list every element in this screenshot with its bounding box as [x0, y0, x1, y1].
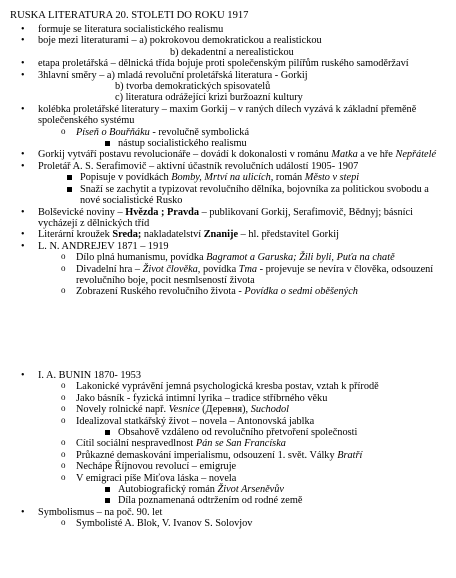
list-item: • etapa proletářská – dělnická třída bojuje proti společenským pilířům ruského samoděržaví	[0, 58, 456, 69]
sub-list-item: o Lakonické vyprávění jemná psychologická kresba postav, vztah k přírodě	[38, 381, 448, 392]
sub-list-item: o Novely rolnické např. Vesnice (Деревня), Suchodol	[38, 404, 448, 415]
sub-sub-list-item: Popisuje v povídkách Bomby, Mrtví na ulicích, román Město v stepi	[38, 172, 448, 183]
sub-list-item: o Divadelní hra – Život člověka, povídka Tma - projevuje se nevíra v člověka, odsouzení revolučního boje, pocit nesmlseností života	[38, 264, 448, 287]
list-item: • Gorkij vytváří postavu revolucionáře – dovádí k dokonalosti v románu Matka a ve hře Nepřátelé	[0, 149, 456, 160]
list-item: • Literární kroužek Sreda; nakladatelství Znanije – hl. představitel Gorkij	[0, 229, 456, 240]
sub-list-item: o Idealizoval statkářský život – novela – Antonovská jablka Obsahově vzdáleno od revolučního přetvoření společnosti	[38, 416, 448, 439]
list-item: • Symbolismus – na poč. 90. let o Symbolisté A. Blok, V. Ivanov S. Solovjov	[0, 507, 456, 530]
sub-list-item: o Dílo plná humanismu, povídka Bagramot a Garuska; Žili byli, Puťa na chatě	[38, 252, 448, 263]
list-item: • boje mezi literaturami – a) pokrokovou demokratickou a realistickou b) dekadentní a nerealistickou	[0, 35, 456, 58]
sub-sub-list-item: Autobiografický román Život Arseněvův	[76, 484, 448, 495]
list-item: • Bolševické noviny – Hvězda ; Pravda – publikovaní Gorkij, Serafimovič, Bědnyj; básníci vycházejí z dělnických tříd	[0, 207, 456, 230]
sub-sub-list-item: Snaží se zachytit a typizovat revolučního dělníka, bojovníka za politickou svobodu a nové socialistické Rusko	[38, 184, 448, 207]
list-item: • formuje se literatura socialistického realismu	[0, 24, 456, 35]
list-item: • Proletář A. S. Serafimovič – aktivní účastník revolučních událostí 1905- 1907 Popisuje v povídkách Bomby, Mrtví na ulicích, román Město v stepi Snaží se zachytit a typizovat revolučního dělníka, bojovníka za politickou svobodu a nové socialistické Rusko	[0, 161, 456, 207]
section-ruska-literatura	[0, 24, 456, 298]
sub-sub-list-item: Díla poznamenaná odtržením od rodné země	[76, 495, 448, 506]
list-item: • 3hlavní směry – a) mladá revoluční proletářská literatura - Gorkij b) tvorba demokratických spisovatelů c) literatura odrážející krizi buržoazní kultury	[0, 70, 456, 104]
sub-list-item: o V emigraci píše Miťova láska – novela Autobiografický román Život Arseněvův Díla poznamenaná odtržením od rodné země	[38, 473, 448, 507]
sub-list-item: o Průkazné demaskování imperialismu, odsouzení 1. svět. Války Bratří	[38, 450, 448, 461]
section-bunin	[0, 370, 456, 530]
sub-list-item: o Symbolisté A. Blok, V. Ivanov S. Solovjov	[38, 518, 448, 529]
list-item: • I. A. BUNIN 1870- 1953 o Lakonické vyprávění jemná psychologická kresba postav, vztah k přírodě o Jako básník - fyzická intimní lyrika – tradice stříbrného věku o Novely rolnické např. Vesnice (Деревня), Suchodol o Idealizoval statkářský život – novela – Antonovská jablka Obsahově vzdáleno od revolučního přetvoření společnosti o Cítil sociální nespravedlnost Pán se San Francíska o Průkazné demaskování imperialismu, odsouzení 1. svět. Války Bratří o Nechápe Říjnovou revolucí – emigruje o V emigraci píše Miťova láska – novela Autobiografický román Život Arseněvův Díla poznamenaná odtržením od rodné země	[0, 370, 456, 507]
sub-list-item: o Zobrazení Ruského revolučního života - Povídka o sedmi oběšených	[38, 286, 448, 297]
sub-list-item: o Cítil sociální nespravedlnost Pán se San Francíska	[38, 438, 448, 449]
sub-sub-list-item: Obsahově vzdáleno od revolučního přetvoření společnosti	[76, 427, 448, 438]
sub-sub-list-item: nástup socialistického realismu	[76, 138, 448, 149]
document-title: RUSKA LITERATURA 20. STOLETI DO ROKU 1917	[10, 10, 249, 21]
list-item: • kolébka proletářské literatury – maxim Gorkij – v raných dílech vyzává k základní přeměně společenského systému o Píseň o Bouřňáku - revolučně symbolická nástup socialistického realismu	[0, 104, 456, 150]
sub-list-item: o Nechápe Říjnovou revolucí – emigruje	[38, 461, 448, 472]
list-item: • L. N. ANDREJEV 1871 – 1919 o Dílo plná humanismu, povídka Bagramot a Garuska; Žili byli, Puťa na chatě o Divadelní hra – Život člověka, povídka Tma - projevuje se nevíra v člověka, odsouzení revolučního boje, pocit nesmlseností života o Zobrazení Ruského revolučního života - Povídka o sedmi oběšených	[0, 241, 456, 298]
sub-list-item: o Jako básník - fyzická intimní lyrika – tradice stříbrného věku	[38, 393, 448, 404]
sub-list-item: o Píseň o Bouřňáku - revolučně symbolická nástup socialistického realismu	[38, 127, 448, 150]
